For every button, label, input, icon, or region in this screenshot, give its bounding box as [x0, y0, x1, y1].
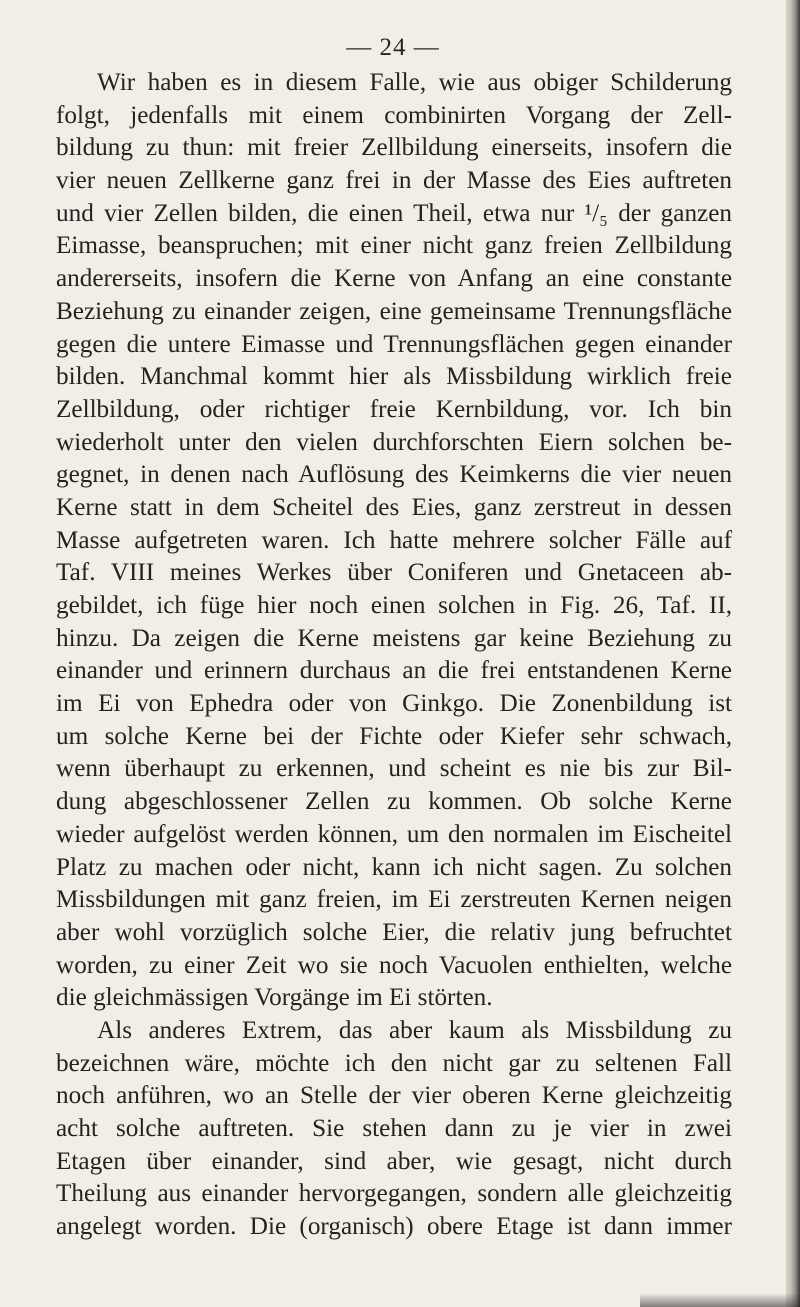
text-line: Masse aufgetreten waren. Ich hatte mehrere solcher Fälle auf	[56, 526, 732, 554]
text-line: Eimasse, beanspruchen; mit einer nicht ganz freien Zellbildung	[56, 232, 732, 260]
page-edge-shadow	[786, 0, 800, 1307]
text-line: dung abgeschlossener Zellen zu kommen. Ob solche Kerne	[56, 788, 732, 816]
text-line: im Ei von Ephedra oder von Ginkgo. Die Zonenbildung ist	[56, 690, 732, 718]
body-text	[56, 67, 732, 1244]
page-corner-shadow	[640, 1293, 800, 1307]
text-line: gegnet, in denen nach Auflösung des Keimkerns die vier neuen	[56, 461, 732, 489]
text-line: einander und erinnern durchaus an die frei entstandenen Kerne	[56, 657, 732, 685]
text-line: Zellbildung, oder richtiger freie Kernbildung, vor. Ich bin	[56, 395, 732, 423]
text-line: Als anderes Extrem, das aber kaum als Missbildung zu	[97, 1016, 732, 1044]
text-line: Etagen über einander, sind aber, wie gesagt, nicht durch	[56, 1147, 732, 1175]
text-line: bilden. Manchmal kommt hier als Missbildung wirklich freie	[56, 363, 732, 391]
text-line: wenn überhaupt zu erkennen, und scheint es nie bis zur Bil-	[56, 755, 732, 783]
text-line: Missbildungen mit ganz freien, im Ei zerstreuten Kernen neigen	[56, 886, 732, 914]
text-line: worden, zu einer Zeit wo sie noch Vacuolen enthielten, welche	[56, 951, 732, 979]
text-line: Wir haben es in diesem Falle, wie aus obiger Schilderung	[97, 69, 732, 96]
text-line: angelegt worden. Die (organisch) obere Etage ist dann immer	[56, 1213, 732, 1241]
text-line: um solche Kerne bei der Fichte oder Kiefer sehr schwach,	[56, 722, 732, 750]
text-line: gegen die untere Eimasse und Trennungsflächen gegen einander	[56, 330, 732, 358]
text-line: acht solche auftreten. Sie stehen dann zu je vier in zwei	[56, 1115, 732, 1142]
text-line: Taf. VIII meines Werkes über Coniferen und Gnetaceen ab-	[56, 559, 732, 587]
text-line: bildung zu thun: mit freier Zellbildung einerseits, insofern die	[56, 134, 732, 162]
text-line: wiederholt unter den vielen durchforschten Eiern solchen be-	[56, 428, 732, 456]
paragraph	[56, 67, 732, 1015]
text-line: Kerne statt in dem Scheitel des Eies, ganz zerstreut in dessen	[56, 493, 732, 521]
text-line: Beziehung zu einander zeigen, eine gemeinsame Trennungsfläche	[56, 297, 732, 325]
text-line: folgt, jedenfalls mit einem combinirten Vorgang der Zell-	[56, 101, 732, 129]
text-line: noch anführen, wo an Stelle der vier oberen Kerne gleichzeitig	[56, 1082, 732, 1110]
text-line: und vier Zellen bilden, die einen Theil, etwa nur ¹/₅ der ganzen	[56, 199, 732, 227]
text-line: Platz zu machen oder nicht, kann ich nicht sagen. Zu solchen	[56, 853, 732, 881]
page-number: — 24 —	[346, 34, 440, 61]
text-line: andererseits, insofern die Kerne von Anfang an eine constante	[56, 265, 732, 293]
paragraph	[56, 1015, 732, 1244]
text-line: die gleichmässigen Vorgänge im Ei störten.	[56, 984, 493, 1012]
text-line: bezeichnen wäre, möchte ich den nicht gar zu seltenen Fall	[56, 1049, 732, 1077]
text-line: aber wohl vorzüglich solche Eier, die relativ jung befruchtet	[56, 918, 732, 946]
text-line: vier neuen Zellkerne ganz frei in der Masse des Eies auftreten	[56, 167, 732, 195]
text-line: hinzu. Da zeigen die Kerne meistens gar keine Beziehung zu	[56, 624, 732, 652]
text-line: Theilung aus einander hervorgegangen, sondern alle gleichzeitig	[56, 1180, 732, 1208]
text-line: gebildet, ich füge hier noch einen solchen in Fig. 26, Taf. II,	[56, 592, 732, 619]
text-line: wieder aufgelöst werden können, um den normalen im Eischeitel	[56, 820, 732, 848]
